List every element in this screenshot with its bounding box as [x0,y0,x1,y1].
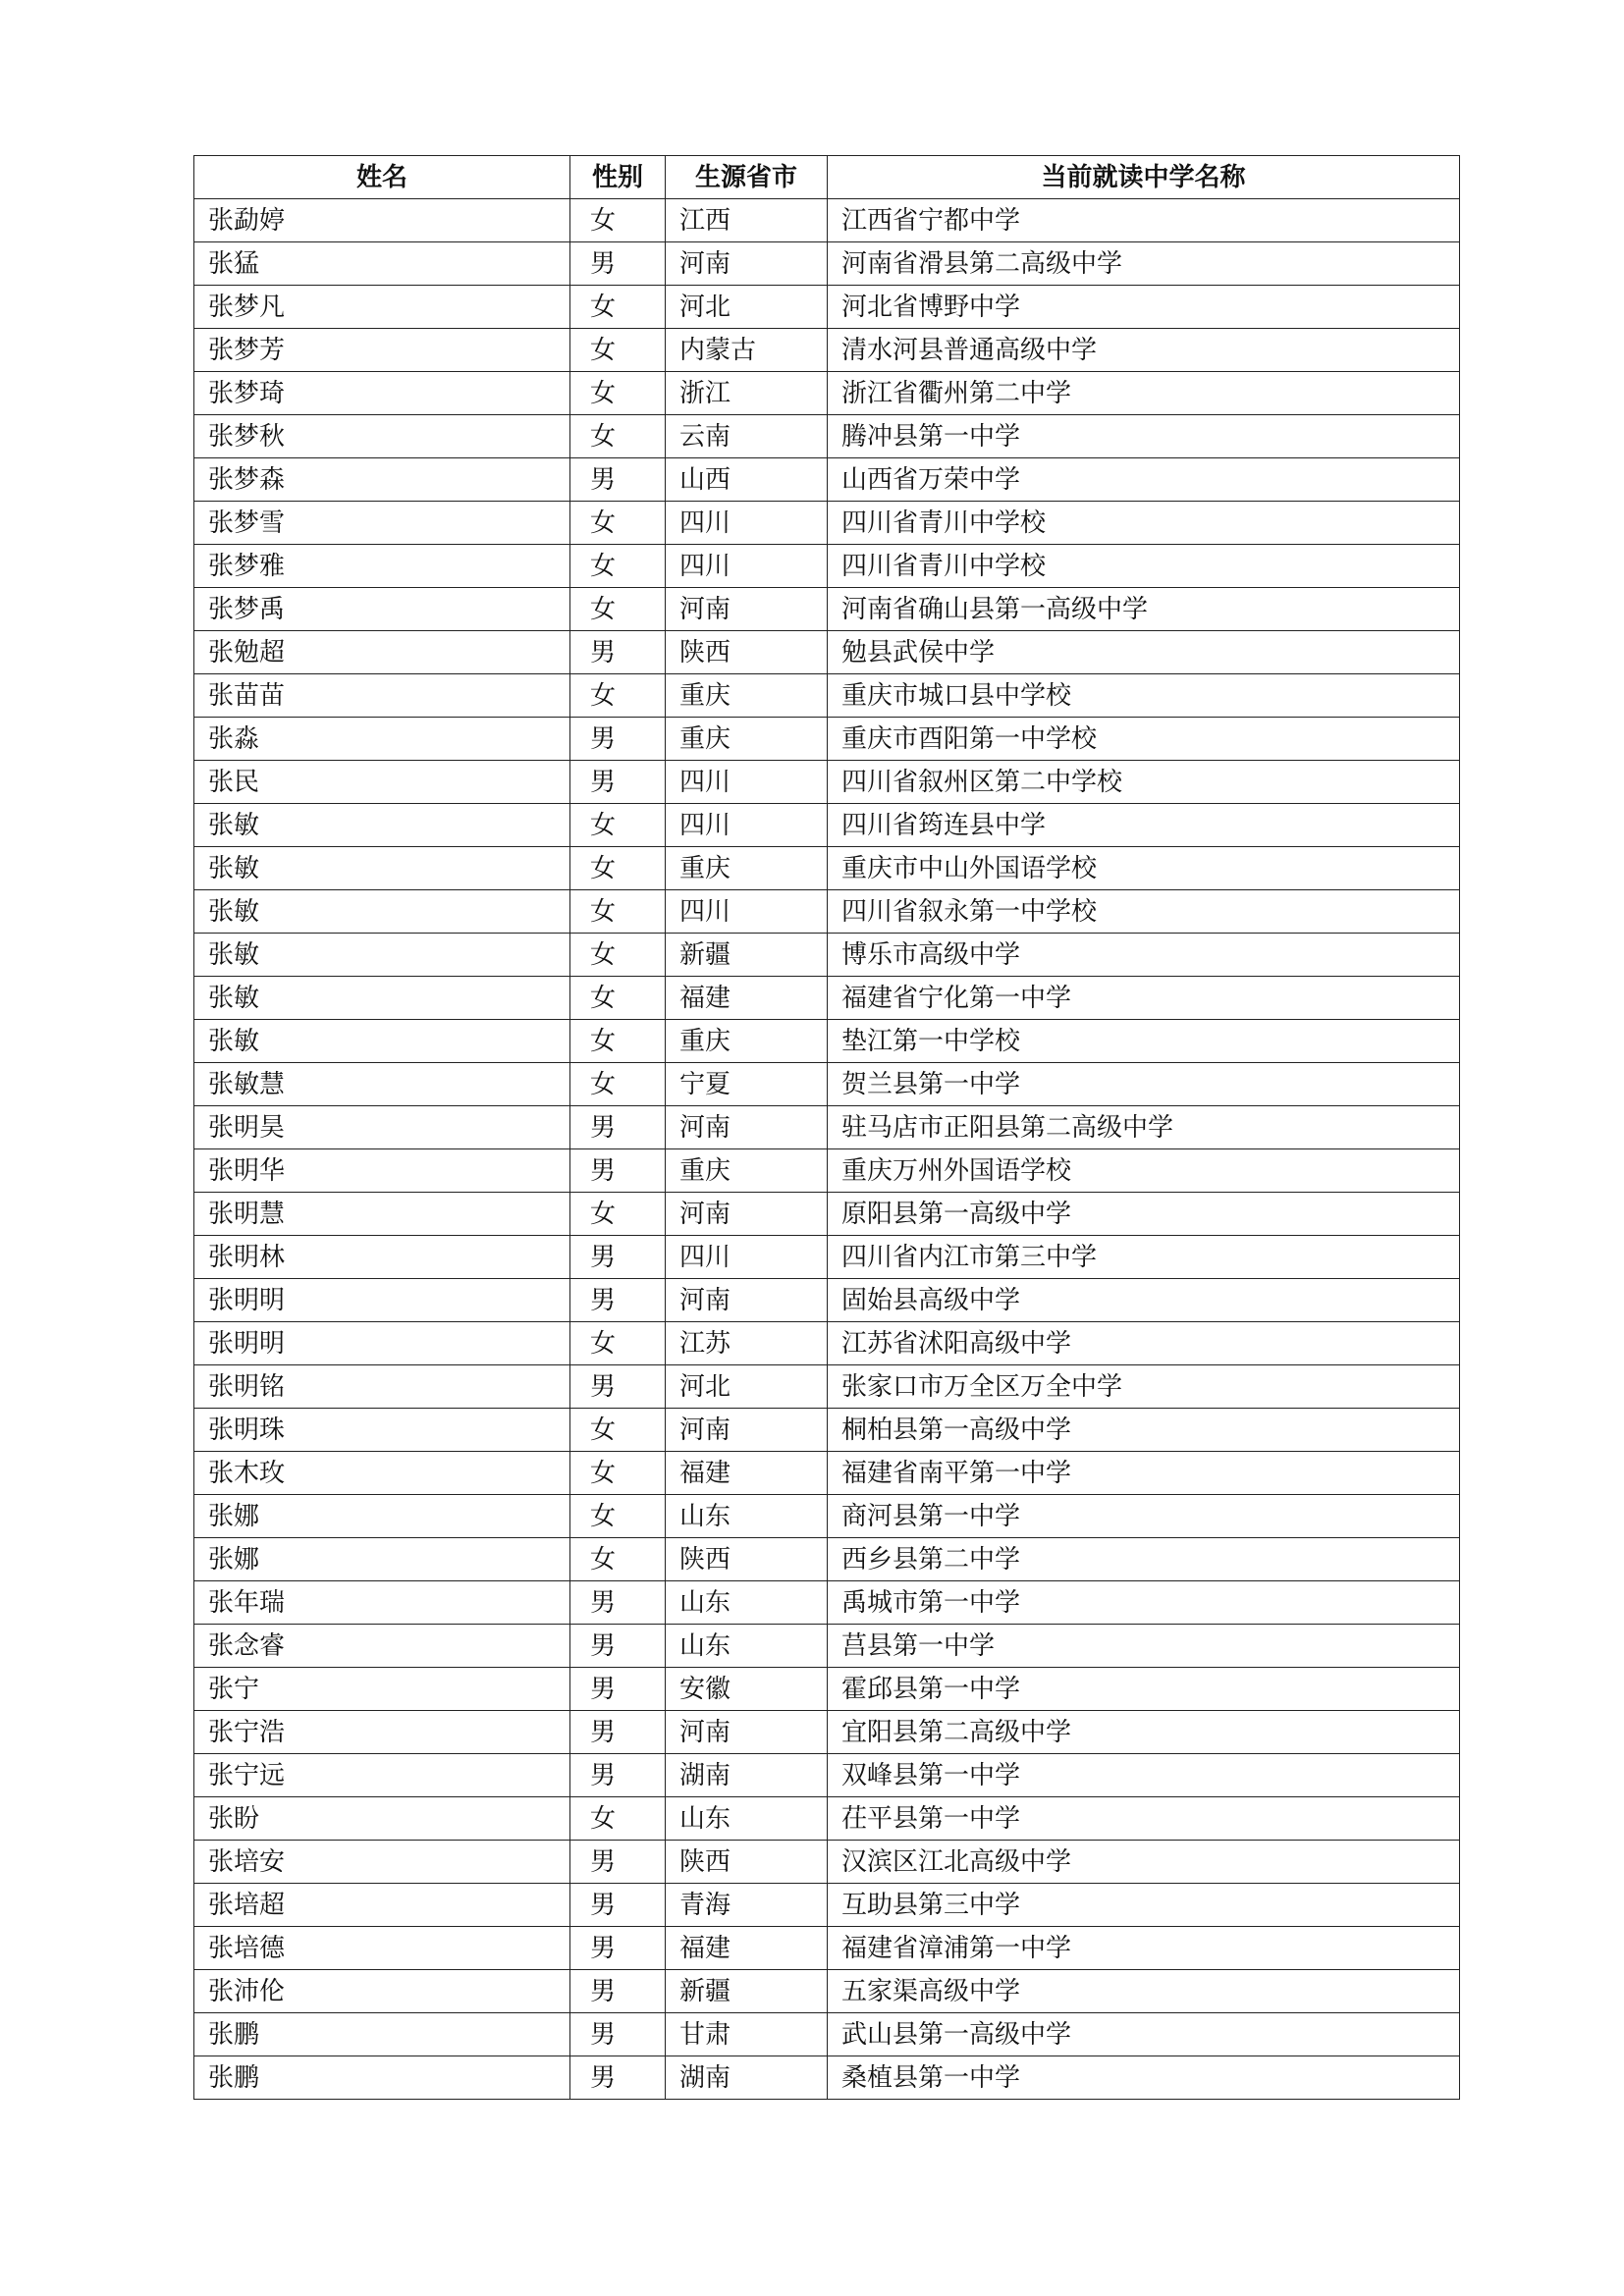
cell-province: 新疆 [666,934,828,977]
cell-gender: 男 [570,1884,666,1927]
cell-province: 重庆 [666,847,828,890]
cell-school: 河南省滑县第二高级中学 [828,242,1460,286]
cell-gender: 女 [570,1452,666,1495]
cell-school: 宜阳县第二高级中学 [828,1711,1460,1754]
cell-province: 河北 [666,1365,828,1409]
cell-province: 福建 [666,1927,828,1970]
cell-gender: 女 [570,1322,666,1365]
cell-school: 江苏省沭阳高级中学 [828,1322,1460,1365]
cell-gender: 女 [570,588,666,631]
cell-name: 张敏 [194,804,570,847]
table-row [194,934,1460,977]
table-row [194,545,1460,588]
cell-school: 桐柏县第一高级中学 [828,1409,1460,1452]
table-body [194,199,1460,2100]
cell-province: 宁夏 [666,1063,828,1106]
cell-province: 四川 [666,890,828,934]
cell-name: 张梦琦 [194,372,570,415]
cell-school: 互助县第三中学 [828,1884,1460,1927]
table-row [194,286,1460,329]
cell-school: 四川省青川中学校 [828,545,1460,588]
table-row [194,977,1460,1020]
cell-school: 双峰县第一中学 [828,1754,1460,1797]
table-row [194,1279,1460,1322]
column-header-school: 当前就读中学名称 [828,156,1460,199]
cell-gender: 女 [570,934,666,977]
cell-school: 武山县第一高级中学 [828,2013,1460,2056]
cell-province: 河南 [666,1106,828,1149]
column-header-province: 生源省市 [666,156,828,199]
cell-school: 重庆市酉阳第一中学校 [828,718,1460,761]
cell-school: 贺兰县第一中学 [828,1063,1460,1106]
cell-name: 张梦芳 [194,329,570,372]
cell-gender: 女 [570,1020,666,1063]
table-row [194,847,1460,890]
cell-province: 内蒙古 [666,329,828,372]
cell-name: 张宁远 [194,1754,570,1797]
cell-province: 河南 [666,1711,828,1754]
cell-gender: 女 [570,1797,666,1841]
cell-gender: 男 [570,1279,666,1322]
cell-gender: 女 [570,1063,666,1106]
cell-gender: 男 [570,761,666,804]
cell-province: 山东 [666,1625,828,1668]
cell-school: 江西省宁都中学 [828,199,1460,242]
cell-name: 张梦雪 [194,502,570,545]
cell-name: 张明明 [194,1322,570,1365]
table-row [194,1452,1460,1495]
cell-gender: 女 [570,890,666,934]
cell-province: 山东 [666,1581,828,1625]
cell-gender: 女 [570,415,666,458]
cell-name: 张明明 [194,1279,570,1322]
cell-name: 张苗苗 [194,674,570,718]
cell-name: 张沛伦 [194,1970,570,2013]
cell-name: 张培德 [194,1927,570,1970]
cell-name: 张明华 [194,1149,570,1193]
column-header-name: 姓名 [194,156,570,199]
cell-school: 原阳县第一高级中学 [828,1193,1460,1236]
cell-gender: 男 [570,1841,666,1884]
cell-name: 张培超 [194,1884,570,1927]
cell-name: 张梦凡 [194,286,570,329]
cell-name: 张淼 [194,718,570,761]
cell-gender: 女 [570,545,666,588]
cell-province: 甘肃 [666,2013,828,2056]
table-row [194,1365,1460,1409]
student-roster-table [193,155,1460,2100]
cell-school: 桑植县第一中学 [828,2056,1460,2100]
table-row [194,242,1460,286]
cell-gender: 男 [570,1754,666,1797]
cell-name: 张敏慧 [194,1063,570,1106]
table-row [194,631,1460,674]
cell-gender: 男 [570,1236,666,1279]
cell-school: 汉滨区江北高级中学 [828,1841,1460,1884]
table-row [194,199,1460,242]
header-row [194,156,1460,199]
cell-name: 张勉超 [194,631,570,674]
table-row [194,1149,1460,1193]
cell-school: 四川省青川中学校 [828,502,1460,545]
cell-name: 张宁浩 [194,1711,570,1754]
cell-province: 福建 [666,1452,828,1495]
cell-province: 四川 [666,1236,828,1279]
cell-school: 茌平县第一中学 [828,1797,1460,1841]
cell-gender: 男 [570,631,666,674]
cell-gender: 女 [570,1538,666,1581]
cell-province: 重庆 [666,1020,828,1063]
cell-name: 张木玫 [194,1452,570,1495]
cell-province: 浙江 [666,372,828,415]
cell-name: 张盼 [194,1797,570,1841]
table-row [194,674,1460,718]
cell-school: 勉县武侯中学 [828,631,1460,674]
table-row [194,1754,1460,1797]
cell-province: 山东 [666,1495,828,1538]
cell-school: 西乡县第二中学 [828,1538,1460,1581]
cell-name: 张勐婷 [194,199,570,242]
table-row [194,1322,1460,1365]
cell-name: 张敏 [194,1020,570,1063]
table-row [194,502,1460,545]
cell-name: 张敏 [194,890,570,934]
cell-province: 重庆 [666,718,828,761]
cell-gender: 男 [570,1581,666,1625]
table-row [194,372,1460,415]
cell-gender: 女 [570,1193,666,1236]
cell-gender: 男 [570,1149,666,1193]
cell-name: 张梦雅 [194,545,570,588]
cell-gender: 男 [570,1668,666,1711]
cell-gender: 女 [570,977,666,1020]
cell-province: 陕西 [666,1538,828,1581]
table-row [194,2056,1460,2100]
cell-school: 腾冲县第一中学 [828,415,1460,458]
cell-province: 河南 [666,1279,828,1322]
cell-school: 重庆市城口县中学校 [828,674,1460,718]
cell-school: 福建省漳浦第一中学 [828,1927,1460,1970]
cell-gender: 男 [570,2013,666,2056]
table-row [194,415,1460,458]
cell-name: 张念睿 [194,1625,570,1668]
cell-gender: 女 [570,847,666,890]
table-row [194,1495,1460,1538]
cell-school: 垫江第一中学校 [828,1020,1460,1063]
cell-name: 张梦秋 [194,415,570,458]
cell-school: 莒县第一中学 [828,1625,1460,1668]
table-row [194,1063,1460,1106]
table-row [194,1538,1460,1581]
cell-school: 四川省叙州区第二中学校 [828,761,1460,804]
cell-school: 重庆万州外国语学校 [828,1149,1460,1193]
cell-name: 张娜 [194,1538,570,1581]
cell-school: 四川省筠连县中学 [828,804,1460,847]
cell-gender: 女 [570,674,666,718]
column-header-gender: 性别 [570,156,666,199]
cell-gender: 女 [570,1409,666,1452]
table-row [194,761,1460,804]
table-row [194,1236,1460,1279]
cell-name: 张明铭 [194,1365,570,1409]
cell-gender: 女 [570,199,666,242]
table-row [194,1581,1460,1625]
table-row [194,458,1460,502]
cell-gender: 女 [570,804,666,847]
cell-gender: 男 [570,1970,666,2013]
cell-gender: 男 [570,1365,666,1409]
table-row [194,1668,1460,1711]
cell-province: 陕西 [666,631,828,674]
cell-school: 河南省确山县第一高级中学 [828,588,1460,631]
cell-province: 福建 [666,977,828,1020]
table-row [194,804,1460,847]
cell-school: 四川省叙永第一中学校 [828,890,1460,934]
table-row [194,718,1460,761]
cell-province: 重庆 [666,1149,828,1193]
cell-province: 重庆 [666,674,828,718]
cell-gender: 女 [570,329,666,372]
table-row [194,1884,1460,1927]
cell-school: 固始县高级中学 [828,1279,1460,1322]
cell-school: 清水河县普通高级中学 [828,329,1460,372]
cell-name: 张明慧 [194,1193,570,1236]
cell-name: 张娜 [194,1495,570,1538]
table-row [194,1797,1460,1841]
cell-province: 山东 [666,1797,828,1841]
cell-name: 张鹏 [194,2056,570,2100]
cell-province: 河北 [666,286,828,329]
cell-school: 博乐市高级中学 [828,934,1460,977]
table-row [194,1106,1460,1149]
cell-province: 江西 [666,199,828,242]
cell-gender: 女 [570,286,666,329]
cell-school: 浙江省衢州第二中学 [828,372,1460,415]
cell-gender: 女 [570,502,666,545]
cell-school: 四川省内江市第三中学 [828,1236,1460,1279]
cell-school: 禹城市第一中学 [828,1581,1460,1625]
cell-school: 霍邱县第一中学 [828,1668,1460,1711]
table-header [194,156,1460,199]
cell-name: 张宁 [194,1668,570,1711]
cell-school: 商河县第一中学 [828,1495,1460,1538]
cell-school: 张家口市万全区万全中学 [828,1365,1460,1409]
cell-province: 安徽 [666,1668,828,1711]
cell-name: 张敏 [194,847,570,890]
cell-province: 四川 [666,761,828,804]
cell-gender: 男 [570,242,666,286]
cell-province: 云南 [666,415,828,458]
cell-gender: 男 [570,1711,666,1754]
cell-gender: 男 [570,2056,666,2100]
cell-name: 张明珠 [194,1409,570,1452]
cell-province: 河南 [666,1193,828,1236]
cell-gender: 男 [570,458,666,502]
cell-name: 张敏 [194,934,570,977]
cell-province: 湖南 [666,1754,828,1797]
table-row [194,1409,1460,1452]
cell-province: 四川 [666,804,828,847]
cell-province: 河南 [666,588,828,631]
cell-name: 张年瑞 [194,1581,570,1625]
table-row [194,890,1460,934]
cell-province: 河南 [666,242,828,286]
cell-province: 青海 [666,1884,828,1927]
cell-name: 张明昊 [194,1106,570,1149]
cell-school: 五家渠高级中学 [828,1970,1460,2013]
cell-name: 张猛 [194,242,570,286]
cell-school: 山西省万荣中学 [828,458,1460,502]
cell-name: 张梦禹 [194,588,570,631]
table-row [194,1020,1460,1063]
cell-province: 湖南 [666,2056,828,2100]
table-row [194,1711,1460,1754]
table-row [194,1193,1460,1236]
cell-name: 张民 [194,761,570,804]
cell-gender: 女 [570,372,666,415]
cell-name: 张敏 [194,977,570,1020]
cell-name: 张培安 [194,1841,570,1884]
cell-school: 重庆市中山外国语学校 [828,847,1460,890]
cell-province: 四川 [666,545,828,588]
cell-province: 河南 [666,1409,828,1452]
cell-province: 山西 [666,458,828,502]
cell-gender: 男 [570,1927,666,1970]
cell-province: 新疆 [666,1970,828,2013]
table-row [194,588,1460,631]
cell-school: 福建省宁化第一中学 [828,977,1460,1020]
table-row [194,1625,1460,1668]
cell-name: 张梦森 [194,458,570,502]
table-row [194,1927,1460,1970]
cell-name: 张明林 [194,1236,570,1279]
cell-province: 四川 [666,502,828,545]
cell-gender: 男 [570,718,666,761]
cell-province: 陕西 [666,1841,828,1884]
cell-gender: 男 [570,1106,666,1149]
table-row [194,1841,1460,1884]
table-row [194,1970,1460,2013]
cell-school: 福建省南平第一中学 [828,1452,1460,1495]
cell-province: 江苏 [666,1322,828,1365]
cell-gender: 女 [570,1495,666,1538]
cell-gender: 男 [570,1625,666,1668]
cell-school: 驻马店市正阳县第二高级中学 [828,1106,1460,1149]
table-row [194,329,1460,372]
cell-school: 河北省博野中学 [828,286,1460,329]
cell-name: 张鹏 [194,2013,570,2056]
table-row [194,2013,1460,2056]
